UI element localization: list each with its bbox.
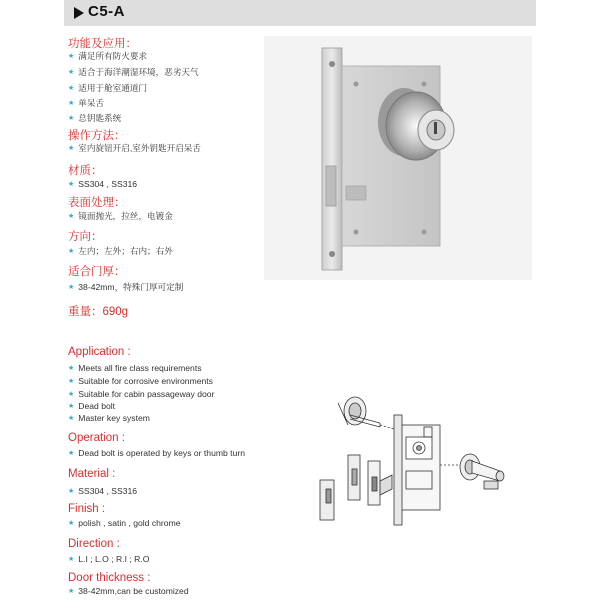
list-item: ★ Suitable for cabin passageway door bbox=[68, 389, 215, 399]
star-icon: ★ bbox=[68, 213, 75, 220]
list-item: ★ L.I ; L.O ; R.I ; R.O bbox=[68, 554, 150, 564]
star-icon: ★ bbox=[68, 284, 75, 291]
list-item: ★ Meets all fire class requirements bbox=[68, 363, 202, 373]
en-thickness-title: Door thickness : bbox=[68, 572, 151, 584]
list-item: ★ Dead bolt is operated by keys or thumb turn bbox=[68, 448, 245, 458]
cn-operation-title: 操作方法： bbox=[68, 130, 126, 142]
list-item: ★ Dead bolt bbox=[68, 401, 116, 411]
cn-weight: 重量：690g bbox=[68, 306, 129, 318]
star-icon: ★ bbox=[68, 365, 75, 372]
en-finish-title: Finish : bbox=[68, 503, 106, 515]
en-application-title: Application : bbox=[68, 346, 131, 358]
cn-thickness-title: 适合门厚： bbox=[68, 266, 126, 278]
product-header bbox=[64, 0, 536, 26]
star-icon: ★ bbox=[68, 556, 75, 563]
list-item: ★ 镜面抛光，拉丝，电镀金 bbox=[68, 211, 173, 221]
star-icon: ★ bbox=[68, 181, 75, 188]
star-icon: ★ bbox=[68, 53, 75, 60]
star-icon: ★ bbox=[68, 100, 75, 107]
list-item: ★ 左内；左外；右内；右外 bbox=[68, 246, 173, 256]
cn-direction-title: 方向： bbox=[68, 231, 103, 243]
list-item: ★ Suitable for corrosive environments bbox=[68, 376, 213, 386]
product-photo bbox=[264, 36, 532, 280]
list-item: ★ SS304 , SS316 bbox=[68, 486, 138, 496]
triangle-right-icon bbox=[74, 7, 84, 19]
star-icon: ★ bbox=[68, 391, 75, 398]
list-item: ★ 适合于海洋潮湿环境，恶劣天气 bbox=[68, 67, 199, 77]
star-icon: ★ bbox=[68, 115, 75, 122]
list-item: ★ 单呆舌 bbox=[68, 98, 105, 108]
exploded-view-drawing bbox=[300, 385, 532, 540]
list-item: ★ 适用于舱室通道门 bbox=[68, 83, 148, 93]
star-icon: ★ bbox=[68, 69, 75, 76]
star-icon: ★ bbox=[68, 488, 75, 495]
list-item: ★ 总钥匙系统 bbox=[68, 113, 122, 123]
list-item: ★ 38-42mm，特殊门厚可定制 bbox=[68, 282, 184, 292]
cn-material-title: 材质： bbox=[68, 165, 103, 177]
cn-finish-title: 表面处理： bbox=[68, 197, 126, 209]
en-material-title: Material : bbox=[68, 468, 116, 480]
star-icon: ★ bbox=[68, 378, 75, 385]
star-icon: ★ bbox=[68, 415, 75, 422]
list-item: ★ 满足所有防火要求 bbox=[68, 51, 148, 61]
star-icon: ★ bbox=[68, 145, 75, 152]
star-icon: ★ bbox=[68, 85, 75, 92]
star-icon: ★ bbox=[68, 450, 75, 457]
list-item: ★ Master key system bbox=[68, 413, 150, 423]
star-icon: ★ bbox=[68, 248, 75, 255]
list-item: ★ SS304 , SS316 bbox=[68, 179, 138, 189]
star-icon: ★ bbox=[68, 403, 75, 410]
list-item: ★ polish , satin , gold chrome bbox=[68, 518, 181, 528]
product-code: C5-A bbox=[88, 3, 126, 20]
en-operation-title: Operation : bbox=[68, 432, 125, 444]
star-icon: ★ bbox=[68, 588, 75, 595]
cn-function-title: 功能及应用： bbox=[68, 38, 137, 50]
en-direction-title: Direction : bbox=[68, 538, 120, 550]
list-item: ★ 38-42mm,can be customized bbox=[68, 586, 189, 596]
list-item: ★ 室内旋钮开启,室外钥匙开启呆舌 bbox=[68, 143, 201, 153]
star-icon: ★ bbox=[68, 520, 75, 527]
